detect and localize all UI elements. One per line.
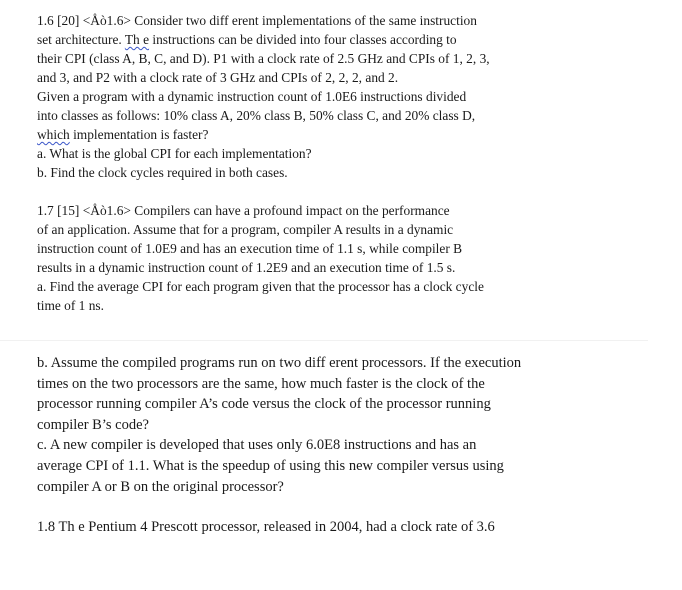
continuation-line-7: compiler A or B on the original processor? [37,478,284,495]
problem-1-6-line-2 [37,30,657,49]
problem-1-7 [37,201,657,315]
problem-1-6-line-2-start: set architecture. [37,32,125,47]
problem-1-6-line-4: and 3, and P2 with a clock rate of 3 GHz and CPIs of 2, 2, 2, and 2. [37,70,399,85]
problem-1-6-line-6: into classes as follows: 10% class A, 20% class B, 50% class C, and 20% class D, [37,108,476,123]
problem-1-6-line-3: their CPI (class A, B, C, and D). P1 with a clock rate of 2.5 GHz and CPIs of 1, 2, 3, [37,51,490,66]
problem-1-6-part-b: b. Find the clock cycles required in both cases. [37,165,288,180]
continuation-line-2: times on the two processors are the same, how much faster is the clock of the [37,375,485,392]
problem-1-6-line-1: 1.6 [20] <Åò1.6> Consider two diff erent implementations of the same instruction [37,13,477,28]
problem-1-7-line-3: instruction count of 1.0E9 and has an execution time of 1.1 s, while compiler B [37,241,463,256]
problem-1-7-line-2: of an application. Assume that for a program, compiler A results in a dynamic [37,222,454,237]
section-divider [0,340,648,341]
problem-1-8-line-1: 1.8 Th e Pentium 4 Prescott processor, released in 2004, had a clock rate of 3.6 [37,519,495,535]
problem-1-7-line-4: results in a dynamic instruction count of 1.2E9 and an execution time of 1.5 s. [37,260,456,275]
problem-1-7-continuation [37,353,667,497]
problem-1-8 [37,517,667,538]
problem-1-6-line-5: Given a program with a dynamic instruction count of 1.0E6 instructions divided [37,89,467,104]
problem-1-6 [37,11,657,182]
continuation-line-6: average CPI of 1.1. What is the speedup of using this new compiler versus using [37,457,504,474]
continuation-line-5: c. A new compiler is developed that uses only 6.0E8 instructions and has an [37,437,477,454]
problem-1-6-part-a: a. What is the global CPI for each implementation? [37,146,312,161]
problem-1-7-line-5: a. Find the average CPI for each program given that the processor has a clock cycle [37,279,484,294]
problem-1-6-line-2-end: instructions can be divided into four classes according to [149,32,457,47]
spellcheck-flagged-word[interactable]: which [37,127,70,142]
problem-1-6-line-7-end: implementation is faster? [69,127,209,142]
problem-1-7-line-6: time of 1 ns. [37,298,104,313]
continuation-line-3: processor running compiler A’s code versus the clock of the processor running [37,396,491,413]
problem-1-6-line-7 [37,125,657,144]
continuation-line-1: b. Assume the compiled programs run on two diff erent processors. If the execution [37,355,522,371]
spellcheck-flagged-word[interactable]: Th e [124,32,150,47]
continuation-line-4: compiler B’s code? [37,416,149,433]
problem-1-7-line-1: 1.7 [15] <Åò1.6> Compilers can have a profound impact on the performance [37,203,450,218]
